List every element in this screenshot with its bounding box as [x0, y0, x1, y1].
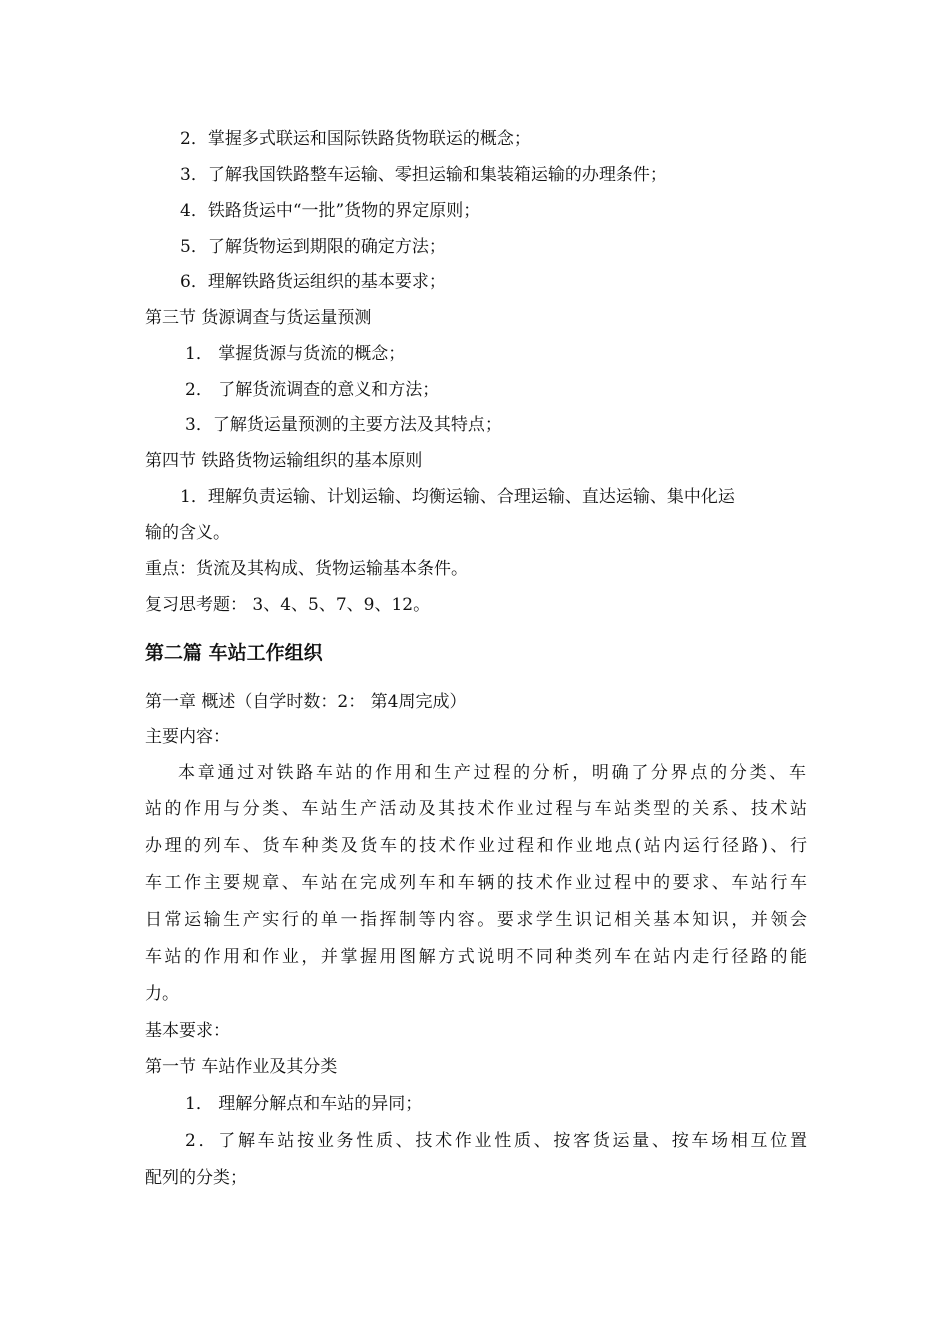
- main-content-label: 主要内容：: [145, 727, 230, 747]
- basic-requirements-label: 基本要求：: [145, 1021, 230, 1041]
- list-item: 3．了解我国铁路整车运输、零担运输和集装箱运输的办理条件；: [180, 165, 667, 185]
- key-points: 重点：货流及其构成、货物运输基本条件。: [145, 559, 468, 579]
- list-item: 2．了解车站按业务性质、技术作业性质、按客货运量、按车场相互位置: [185, 1131, 807, 1151]
- section-heading: 第四节 铁路货物运输组织的基本原则: [145, 451, 423, 471]
- paragraph-line: 车站的作用和作业，并掌握用图解方式说明不同种类列车在站内走行径路的能: [145, 947, 807, 967]
- paragraph-line: 力。: [145, 984, 179, 1004]
- list-item: 1．理解负责运输、计划运输、均衡运输、合理运输、直达运输、集中化运: [180, 487, 735, 507]
- list-item: 2．掌握多式联运和国际铁路货物联运的概念；: [180, 129, 531, 149]
- paragraph-line: 站的作用与分类、车站生产活动及其技术作业过程与车站类型的关系、技术站: [145, 799, 807, 819]
- paragraph-line: 本章通过对铁路车站的作用和生产过程的分析，明确了分界点的分类、车: [178, 763, 806, 783]
- list-item: 3．了解货运量预测的主要方法及其特点；: [185, 415, 502, 435]
- chapter-heading: 第一章 概述（自学时数：2： 第4周完成）: [145, 692, 467, 712]
- list-item-continuation: 配列的分类；: [145, 1168, 247, 1188]
- list-item: 5．了解货物运到期限的确定方法；: [180, 237, 446, 257]
- paragraph-line: 日常运输生产实行的单一指挥制等内容。要求学生识记相关基本知识，并领会: [145, 910, 807, 930]
- list-item: 4．铁路货运中“一批”货物的界定原则；: [180, 201, 481, 221]
- list-item: 2． 了解货流调查的意义和方法；: [185, 380, 440, 400]
- list-item: 6．理解铁路货运组织的基本要求；: [180, 272, 446, 292]
- part-title: 第二篇 车站工作组织: [145, 642, 323, 664]
- list-item: 1． 掌握货源与货流的概念；: [185, 344, 406, 364]
- paragraph-line: 车工作主要规章、车站在完成列车和车辆的技术作业过程中的要求、车站行车: [145, 873, 807, 893]
- section-heading: 第一节 车站作业及其分类: [145, 1057, 338, 1077]
- paragraph-line: 办理的列车、货车种类及货车的技术作业过程和作业地点(站内运行径路)、行: [145, 836, 807, 856]
- list-item: 1． 理解分解点和车站的异同；: [185, 1094, 423, 1114]
- review-questions: 复习思考题： 3、4、5、7、9、12。: [145, 595, 431, 615]
- list-item-continuation: 输的含义。: [145, 523, 230, 543]
- section-heading: 第三节 货源调查与货运量预测: [145, 308, 372, 328]
